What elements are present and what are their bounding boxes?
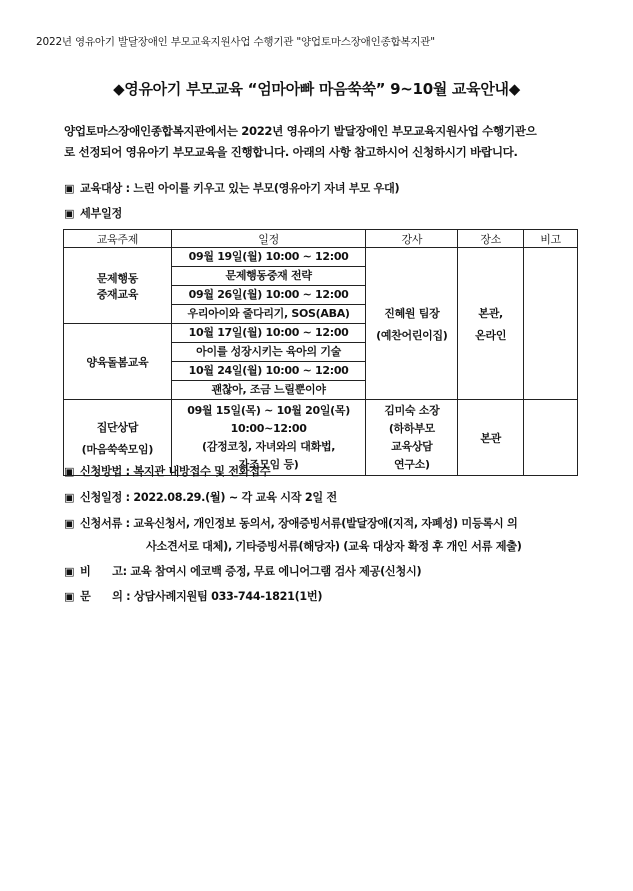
bullet-box-icon: ▣ <box>64 517 75 530</box>
contact-line <box>64 588 322 604</box>
schedule-label: 세부일정 <box>80 207 123 220</box>
docs-line-continued: 사소견서로 대체), 기타증빙서류(해당자) (교육 대상자 확정 후 개인 서류 제출) <box>146 540 522 553</box>
topic-cell: 양육돌봄교육 <box>64 324 172 400</box>
instructor-affiliation: 교육상담 <box>391 439 433 453</box>
instructor-affiliation: 연구소) <box>393 457 430 471</box>
schedule-desc: 아이를 성장시키는 육아의 기술 <box>171 343 366 362</box>
schedule-desc: 괜찮아, 조금 느릴뿐이야 <box>171 381 366 400</box>
method-line <box>64 463 270 479</box>
target-line <box>64 180 399 196</box>
note-cell <box>524 400 578 476</box>
method-text: 신청방법 : 복지관 내방접수 및 전화접수 <box>80 465 271 478</box>
schedule-date: 10월 17일(월) 10:00 ~ 12:00 <box>171 324 366 343</box>
schedule-label-line <box>64 205 122 221</box>
header-location: 장소 <box>458 230 524 248</box>
bullet-box-icon: ▣ <box>64 565 75 578</box>
target-text: 교육대상 : 느린 아이를 키우고 있는 부모(영유아기 자녀 부모 우대) <box>80 182 400 195</box>
topic-text: 중재교육 <box>96 287 139 301</box>
bullet-box-icon: ▣ <box>64 182 75 195</box>
docs-text: 신청서류 : 교육신청서, 개인정보 동의서, 장애증빙서류(발달장애(지적, 자폐성) 미등록시 의 <box>80 517 518 530</box>
header-schedule: 일정 <box>171 230 366 248</box>
instructor-cell <box>366 248 458 400</box>
location-text: 온라인 <box>475 328 507 342</box>
table-row <box>64 248 578 267</box>
note-line <box>64 563 421 579</box>
instructor-name: 김미숙 소장 <box>384 403 440 417</box>
schedule-table <box>63 229 578 476</box>
instructor-affiliation: (하하부모 <box>388 421 435 435</box>
document-title: ◆영유아기 부모교육 “엄마아빠 마음쑥쑥” 9~10월 교육안내◆ <box>113 80 520 98</box>
topic-cell <box>64 248 172 324</box>
bullet-box-icon: ▣ <box>64 207 75 220</box>
bullet-box-icon: ▣ <box>64 491 75 504</box>
bullet-box-icon: ▣ <box>64 590 75 603</box>
document-header: 2022년 영유아기 발달장애인 부모교육지원사업 수행기관 "양업토마스장애인종합복지관" <box>36 36 435 48</box>
header-instructor: 강사 <box>366 230 458 248</box>
contact-text: 문 의 : 상담사례지원팀 033-744-1821(1번) <box>80 590 323 603</box>
intro-line-2: 로 선정되어 영유아기 부모교육을 진행합니다. 아래의 사항 참고하시어 신청하시기 바랍니다. <box>64 145 518 159</box>
instructor-affiliation: (예찬어린이집) <box>376 328 448 342</box>
group-content: 자조모임 등) <box>238 457 299 471</box>
schedule-date: 10월 24일(월) 10:00 ~ 12:00 <box>171 362 366 381</box>
schedule-desc: 우리아이와 줄다리기, SOS(ABA) <box>171 305 366 324</box>
instructor-cell <box>366 400 458 476</box>
schedule-desc: 문제행동중재 전략 <box>171 267 366 286</box>
location-cell: 본관 <box>458 400 524 476</box>
group-dates: 09월 15일(목) ~ 10월 20일(목) <box>187 403 350 417</box>
period-line <box>64 489 337 505</box>
period-text: 신청일정 : 2022.08.29.(월) ~ 각 교육 시작 2일 전 <box>80 491 337 504</box>
group-time: 10:00~12:00 <box>230 421 307 435</box>
intro-paragraph <box>64 121 584 163</box>
table-header-row <box>64 230 578 248</box>
group-content: (감정코칭, 자녀와의 대화법, <box>202 439 336 453</box>
note-text: 비 고: 교육 참여시 에코백 증정, 무료 에니어그램 검사 제공(신청시) <box>80 565 422 578</box>
topic-text: 문제행동 <box>96 271 139 285</box>
note-cell <box>524 248 578 400</box>
bullet-box-icon: ▣ <box>64 465 75 478</box>
schedule-date: 09월 26일(월) 10:00 ~ 12:00 <box>171 286 366 305</box>
docs-line <box>64 515 517 531</box>
location-cell <box>458 248 524 400</box>
topic-text: (마음쑥쑥모임) <box>81 442 154 456</box>
topic-text: 집단상담 <box>96 420 139 434</box>
location-text: 본관, <box>478 306 503 320</box>
header-note: 비고 <box>524 230 578 248</box>
header-topic: 교육주제 <box>64 230 172 248</box>
intro-line-1: 양업토마스장애인종합복지관에서는 2022년 영유아기 발달장애인 부모교육지원사업 수행기관으 <box>64 124 537 138</box>
schedule-date: 09월 19일(월) 10:00 ~ 12:00 <box>171 248 366 267</box>
instructor-name: 진혜원 팀장 <box>384 306 440 320</box>
